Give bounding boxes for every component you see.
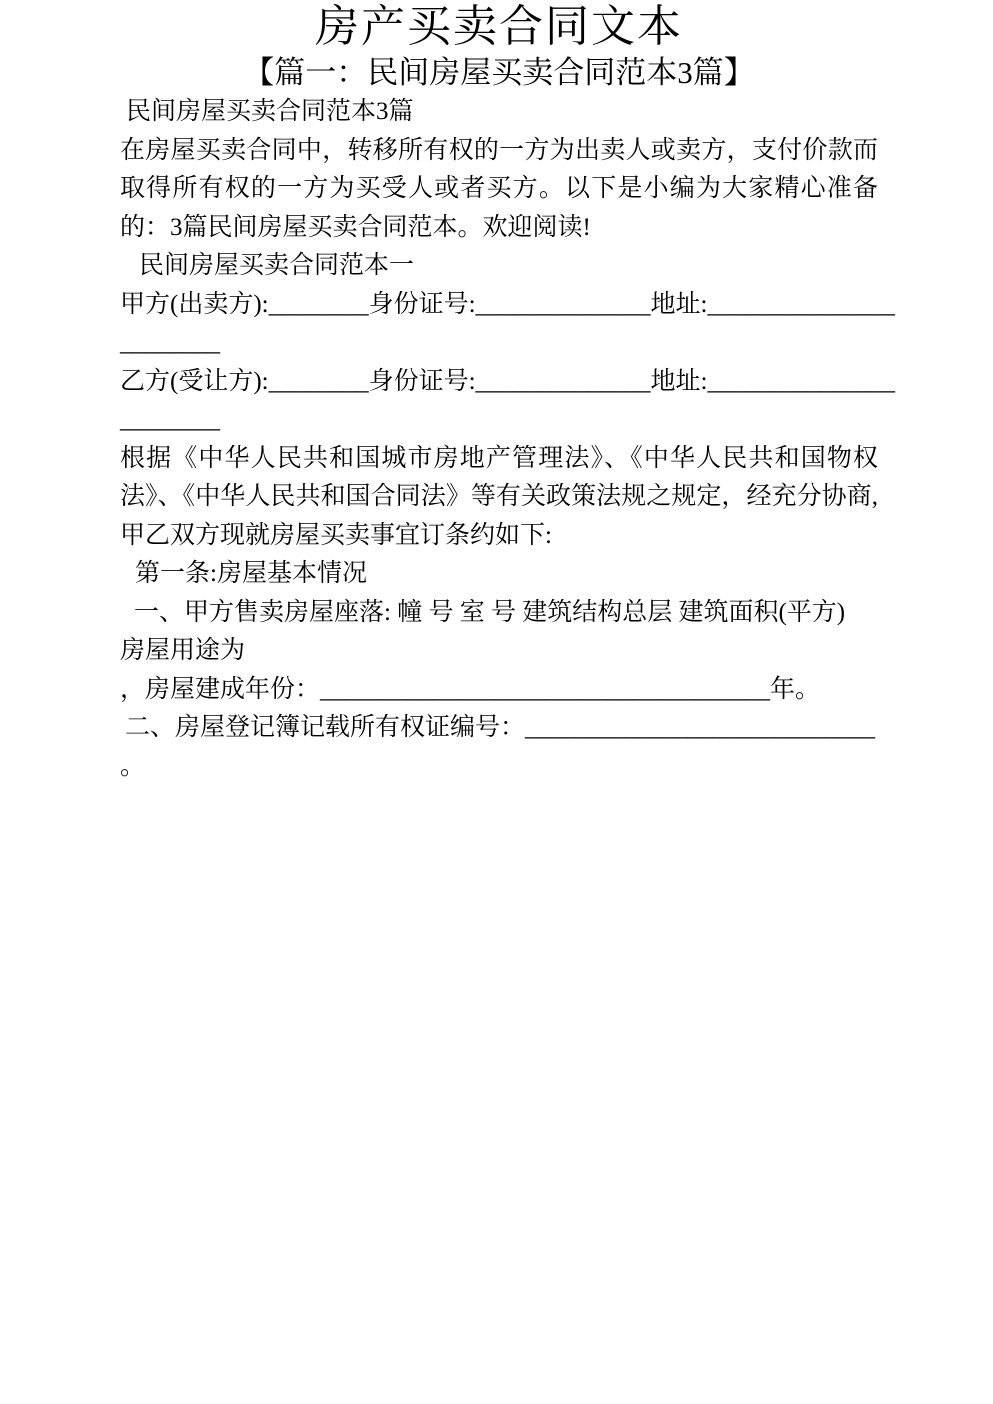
clause-1-usage-line: 房屋用途为 [120,637,246,664]
clause-1-year-built-line: ，房屋建成年份：____________________________________年。 [120,675,821,703]
party-a-fill-in-line [120,286,895,363]
clause-1-heading: 第一条:房屋基本情况 [135,560,367,587]
clause-2-registration-line: 二、房屋登记簿记载所有权证编号：____________________________ [125,714,876,741]
document-title: 房产买卖合同文本 [315,2,683,51]
legal-basis-paragraph: 根据《中华人民共和国城市房地产管理法》、《中华人民共和国物权法》、《中华人民共和国合同法》等有关政策法规之规定，经充分协商,甲乙双方现就房屋买卖事宜订条约如下: [120,444,878,549]
party-a-blank-continuation: ________ [120,329,220,356]
sample-one-heading: 民间房屋买卖合同范本一 [139,252,415,279]
party-b-fill-in-line [120,363,895,440]
intro-paragraph: 在房屋买卖合同中，转移所有权的一方为出卖人或卖方，支付价款而取得所有权的一方为买受人或者买方。以下是小编为大家精心准备的：3篇民间房屋买卖合同范本。欢迎阅读! [120,136,878,241]
clause-1-location-line: 一、甲方售卖房屋座落: 幢 号 室 号 建筑结构总层 建筑面积(平方) [134,598,846,626]
document-subtitle: 【篇一：民间房屋买卖合同范本3篇】 [243,55,755,90]
clause-2-trailing-period: 。 [120,752,146,780]
clause-1-content [120,594,878,710]
party-b-blank-continuation: ________ [120,406,220,433]
party-b-labels-and-blanks: 乙方(受让方):________身份证号:______________地址:_______________ [120,367,895,395]
sample-set-heading: 民间房屋买卖合同范本3篇 [126,98,414,125]
party-a-labels-and-blanks: 甲方(出卖方):________身份证号:______________地址:_______________ [120,290,895,318]
